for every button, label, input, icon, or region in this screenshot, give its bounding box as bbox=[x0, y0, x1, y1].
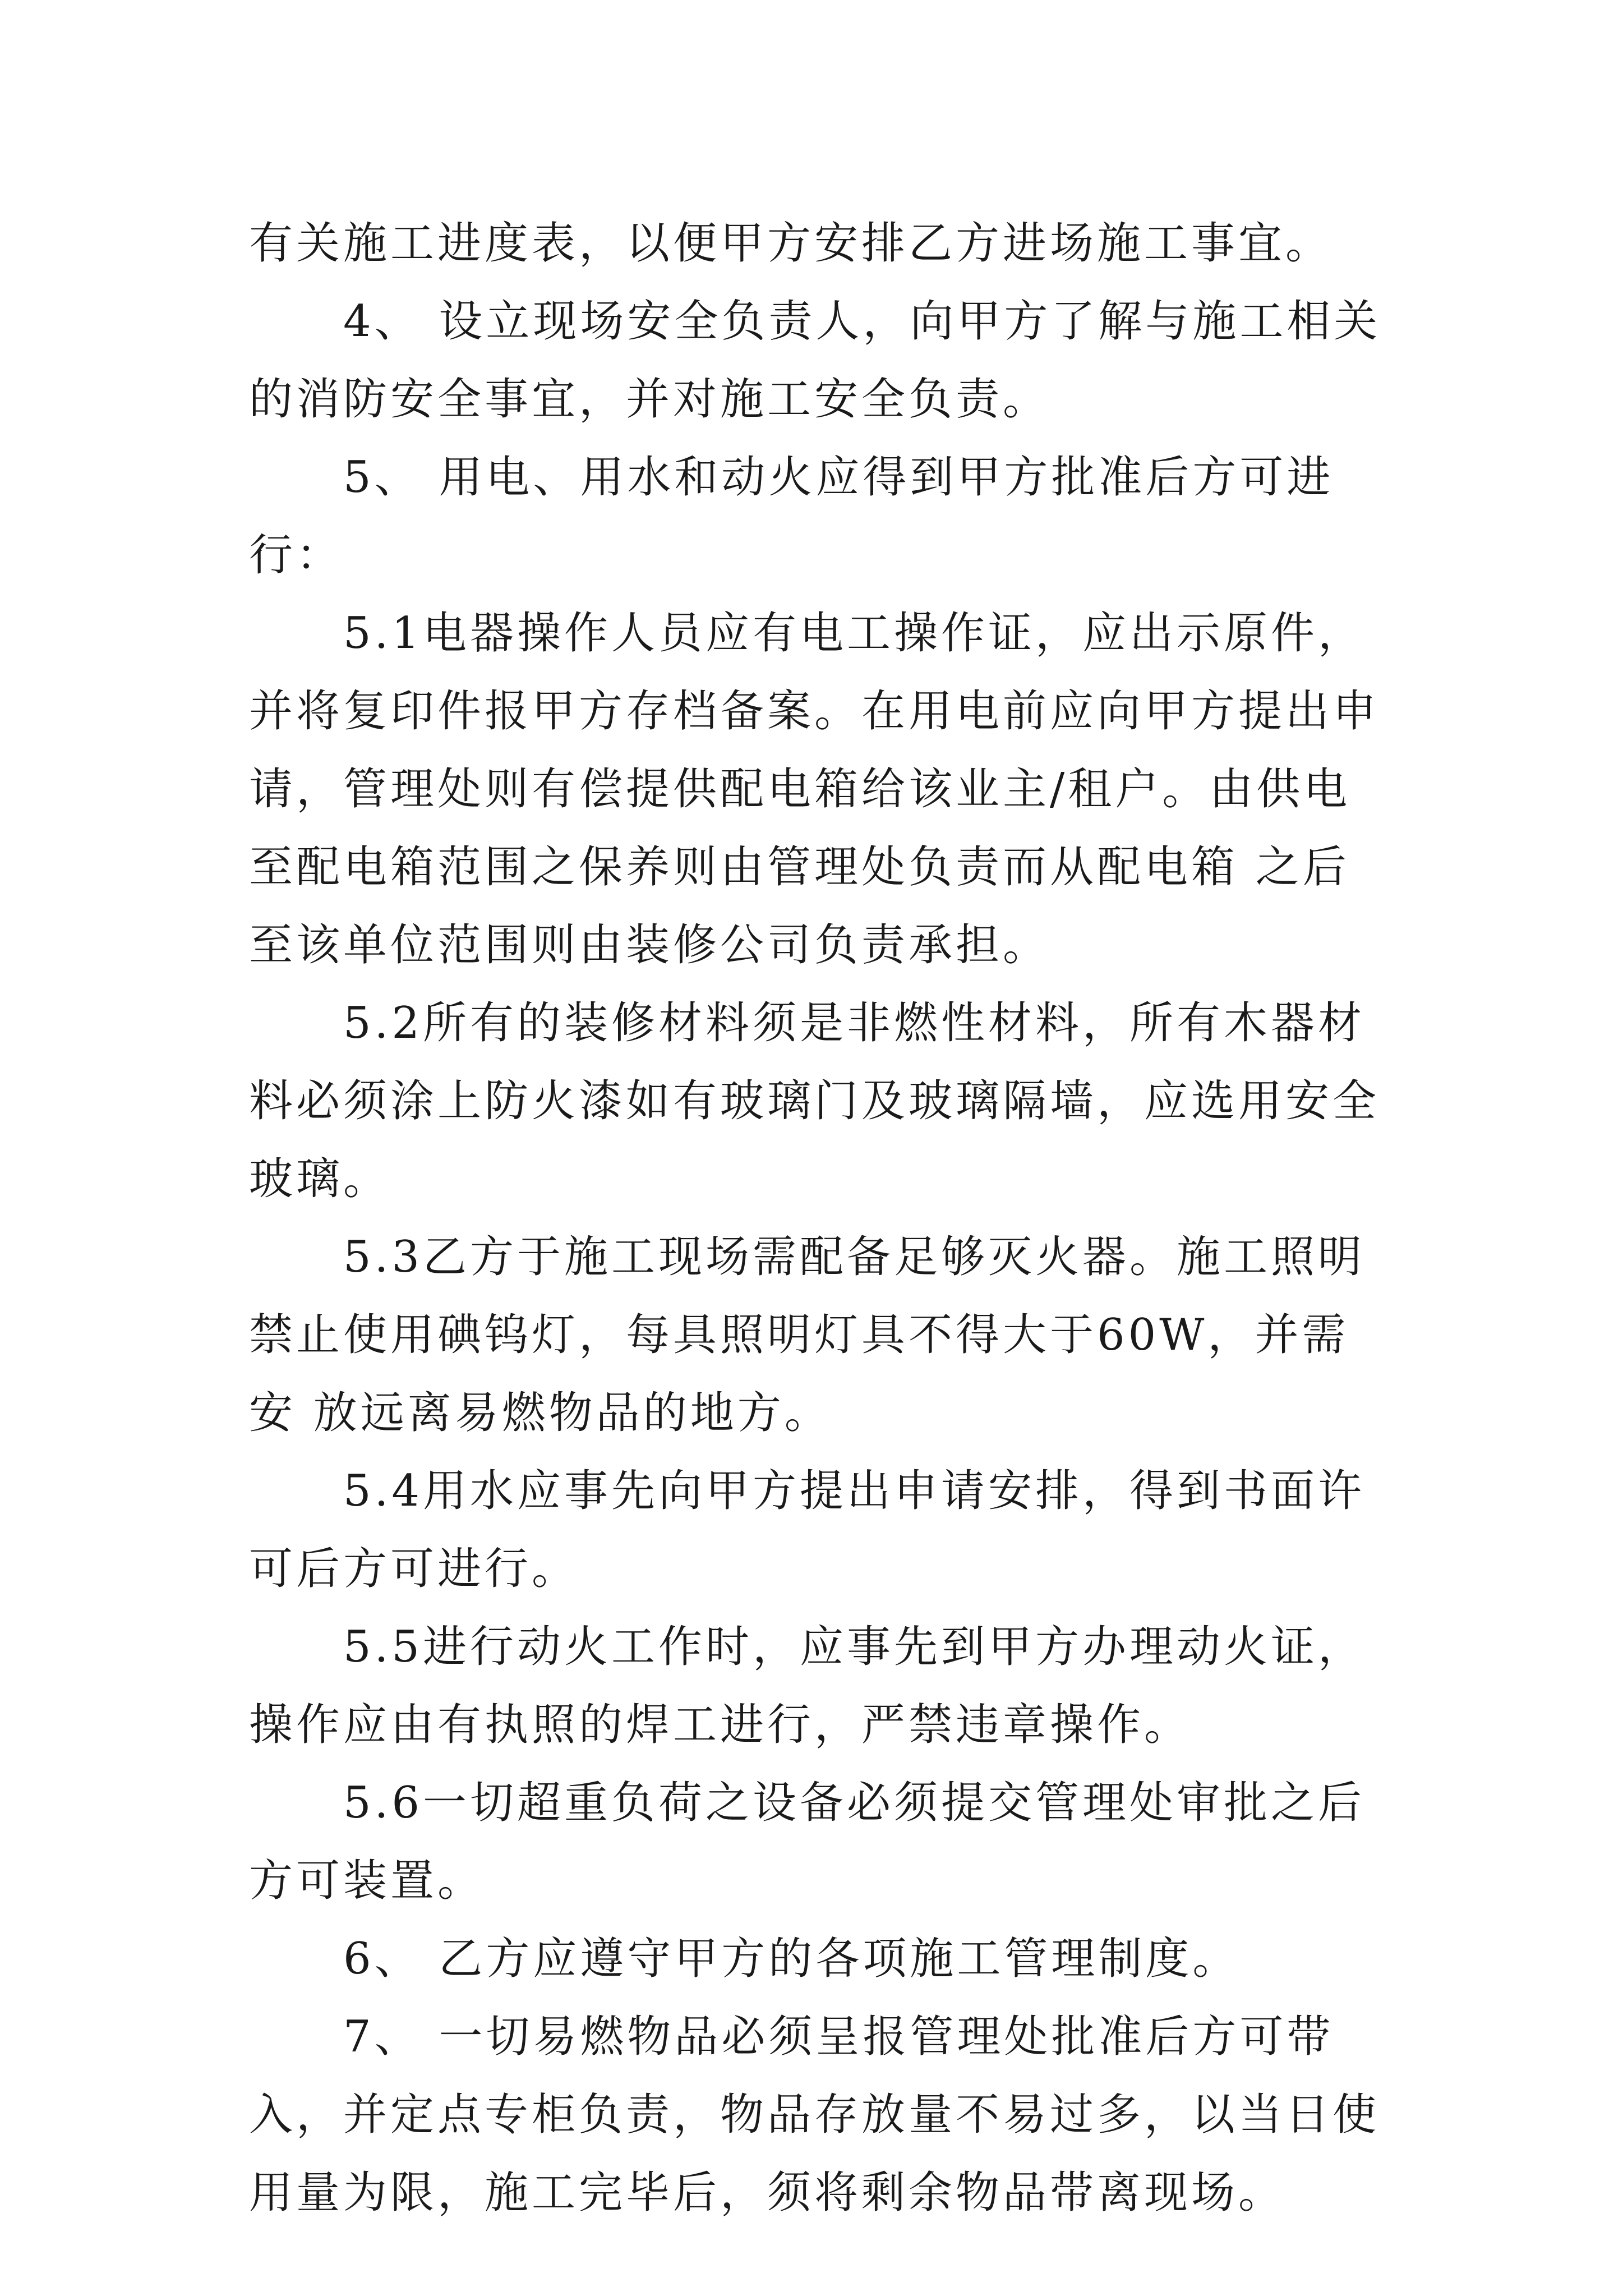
paragraph-8: 5.5进行动火工作时，应事先到甲方办理动火证，操作应由有执照的焊工进行，严禁违章操作。 bbox=[249, 1622, 1366, 1750]
paragraph-11: 7、 一切易燃物品必须呈报管理处批准后方可带入，并定点专柜负责，物品存放量不易过多，以当日使用量为限，施工完毕后，须将剩余物品带离现场。 bbox=[249, 2012, 1380, 2218]
document-body bbox=[249, 205, 1393, 2232]
paragraph-9: 5.6一切超重负荷之设备必须提交管理处审批之后方可装置。 bbox=[249, 1778, 1366, 1906]
paragraph-4: 5.1电器操作人员应有电工操作证，应出示原件，并将复印件报甲方存档备案。在用电前应向甲方提出申 请，管理处则有偿提供配电箱给该业主/租户。由供电至配电箱范围之保养则由管理处负责而从配电箱 之后至该单位范围则由装修公司负责承担。 bbox=[249, 608, 1380, 970]
paragraph-1: 有关施工进度表，以便甲方安排乙方进场施工事宜。 bbox=[249, 218, 1333, 269]
paragraph-6: 5.3乙方于施工现场需配备足够灭火器。施工照明禁止使用碘钨灯，每具照明灯具不得大于60W，并需安 放远离易燃物品的地方。 bbox=[249, 1232, 1366, 1438]
paragraph-3: 5、 用电、用水和动火应得到甲方批准后方可进行： bbox=[249, 452, 1334, 581]
paragraph-10: 6、 乙方应遵守甲方的各项施工管理制度。 bbox=[343, 1934, 1240, 1984]
paragraph-7: 5.4用水应事先向甲方提出申请安排，得到书面许可后方可进行。 bbox=[249, 1466, 1366, 1594]
paragraph-5: 5.2所有的装修材料须是非燃性材料，所有木器材料必须涂上防火漆如有玻璃门及玻璃隔墙，应选用安全 玻璃。 bbox=[249, 998, 1380, 1204]
paragraph-2: 4、 设立现场安全负责人，向甲方了解与施工相关的消防安全事宜，并对施工安全负责。 bbox=[249, 296, 1381, 425]
